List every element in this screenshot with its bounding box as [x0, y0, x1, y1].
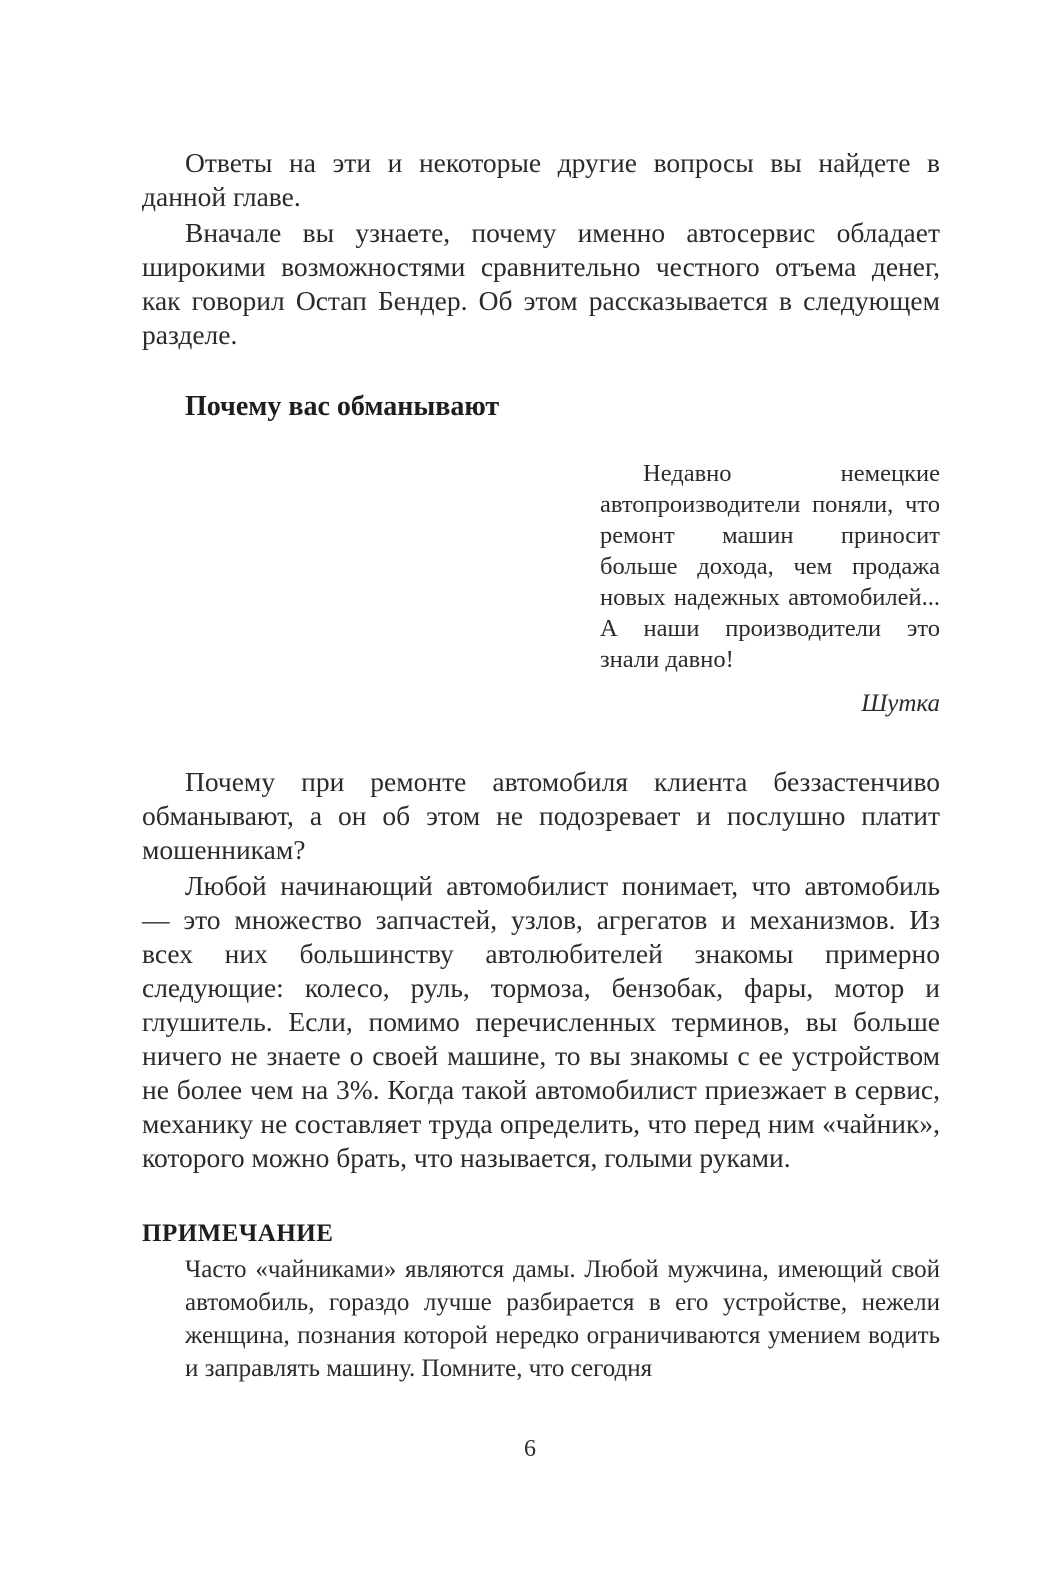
page-content — [142, 146, 940, 1385]
section-heading: Почему вас обманывают — [185, 391, 500, 422]
page-number: 6 — [524, 1436, 536, 1462]
note-text: Часто «чайниками» являются дамы. Любой мужчина, имеющий свой автомобиль, гораздо лучше разбирается в его устройстве, нежели женщина, познания которой нередко ограничиваются умением водить и заправлять машину. Помните, что сегодня — [185, 1256, 940, 1382]
note-title: ПРИМЕЧАНИЕ — [142, 1220, 334, 1247]
main-body — [142, 765, 940, 1175]
main-paragraph-2: Любой начинающий автомобилист понимает, что автомобиль — это множество запчастей, узлов, агрегатов и механизмов. Из всех них большинству автолюбителей знакомы примерно следующие: колесо, руль, тормоза, бензобак, фары, мотор и глушитель. Если, помимо перечисленных терминов, вы больше ничего не знаете о своей машине, то вы знакомы с ее устройством не более чем на 3%. Когда такой автомобилист приезжает в сервис, механику не составляет труда определить, что перед ним «чайник», которого можно брать, что называется, голыми руками. — [142, 870, 940, 1173]
intro-paragraph-1: Ответы на эти и некоторые другие вопросы вы найдете в данной главе. — [142, 147, 940, 212]
note-block — [142, 1219, 940, 1385]
epigraph-source: Шутка — [861, 690, 940, 717]
epigraph — [600, 458, 940, 719]
epigraph-text: Недавно немецкие автопроизводители поняли, что ремонт машин приносит больше дохода, чем продажа новых надежных автомобилей... А наши производители это знали давно! — [600, 460, 940, 673]
main-paragraph-1: Почему при ремонте автомобиля клиента беззастенчиво обманывают, а он об этом не подозревает и послушно платит мошенникам? — [142, 766, 940, 865]
intro-paragraph-2: Вначале вы узнаете, почему именно автосервис обладает широкими возможностями сравнительно честного отъема денег, как говорил Остап Бендер. Об этом рассказывается в следующем разделе. — [142, 217, 940, 350]
